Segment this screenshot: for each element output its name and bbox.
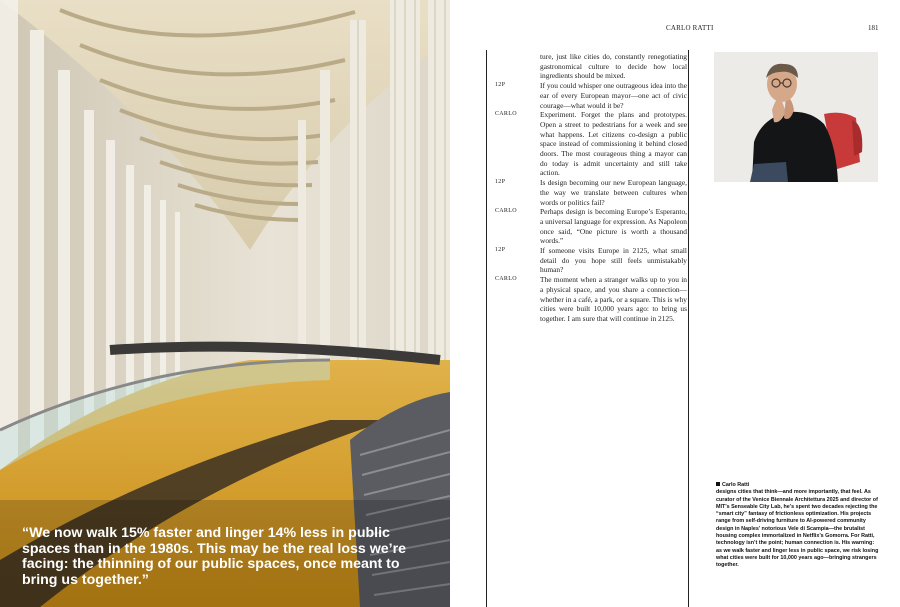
speaker-label <box>495 52 540 81</box>
utterance: Is design becoming our new European language, the way we translate between cultures when words or politics fail? <box>540 178 687 207</box>
interview-turn <box>495 110 687 178</box>
pull-quote: “We now walk 15% faster and linger 14% less in public spaces than in the 1980s. This may be the real loss we’re facing: the thinning of our public spaces, once meant to bring us together.” <box>22 525 407 588</box>
speaker-label: CARLO <box>495 208 517 215</box>
utterance: Experiment. Forget the plans and prototypes. Open a street to pedestrians for a week and see what happens. Let citizens co-design a public space instead of commissioning it behind closed doors. The most courageous thing a mayor can do today is admit uncertainty and still take action. <box>540 110 687 178</box>
bio-name: Carlo Ratti <box>722 482 750 488</box>
utterance: ture, just like cities do, constantly renegotiating gastronomical culture to decide how local ingredients should be mixed. <box>540 52 687 81</box>
interview-text <box>495 52 687 324</box>
interview-turn <box>495 52 687 81</box>
utterance: The moment when a stranger walks up to you in a physical space, and you share a connection—whether in a café, a park, or a square. This is why cities were built 10,000 years ago: to bring us together. I am sure that will continue in 2125. <box>540 275 687 323</box>
middle-column-rule <box>688 50 689 607</box>
portrait-image <box>714 52 878 182</box>
utterance: If someone visits Europe in 2125, what small detail do you hope still feels unmistakably human? <box>540 246 687 275</box>
utterance: Perhaps design is becoming Europe’s Esperanto, a universal language for expression. As Napoleon once said, “One picture is worth a thousand words.” <box>540 207 687 246</box>
speaker-label: CARLO <box>495 276 517 283</box>
interview-turn <box>495 275 687 324</box>
page-number: 181 <box>868 24 879 32</box>
speaker-label: CARLO <box>495 111 517 118</box>
interview-turn <box>495 178 687 207</box>
speaker-label: 12P <box>495 247 506 254</box>
interview-turn <box>495 207 687 246</box>
bullet-square-icon <box>716 482 720 486</box>
left-column-rule <box>486 50 487 607</box>
utterance: If you could whisper one outrageous idea into the ear of every European mayor—one act of civic courage—what would it be? <box>540 81 687 110</box>
speaker-label: 12P <box>495 82 506 89</box>
running-head: CARLO RATTI <box>666 24 714 32</box>
speaker-label: 12P <box>495 179 506 186</box>
interview-turn <box>495 81 687 110</box>
portrait-photo <box>714 52 878 182</box>
interview-turn <box>495 246 687 275</box>
author-bio <box>716 482 881 570</box>
bio-text: designs cities that think—and more importantly, that feel. As curator of the Venice Biennale Architettura 2025 and director of MIT’s Senseable City Lab, he’s spent two decades rejecting the “smart city” fantasy of frictionless optimization. His projects range from self-driving furniture to AI-powered community design in Naples’ notorious Vele di Scampia—the brutalist housing complex immortalized in Netflix’s Gomorra. For Ratti, technology isn’t the point; human connection is. His warning: as we walk faster and linger less in public space, we risk losing what cities were built for 10,000 years ago—bringing strangers together. <box>716 489 879 569</box>
